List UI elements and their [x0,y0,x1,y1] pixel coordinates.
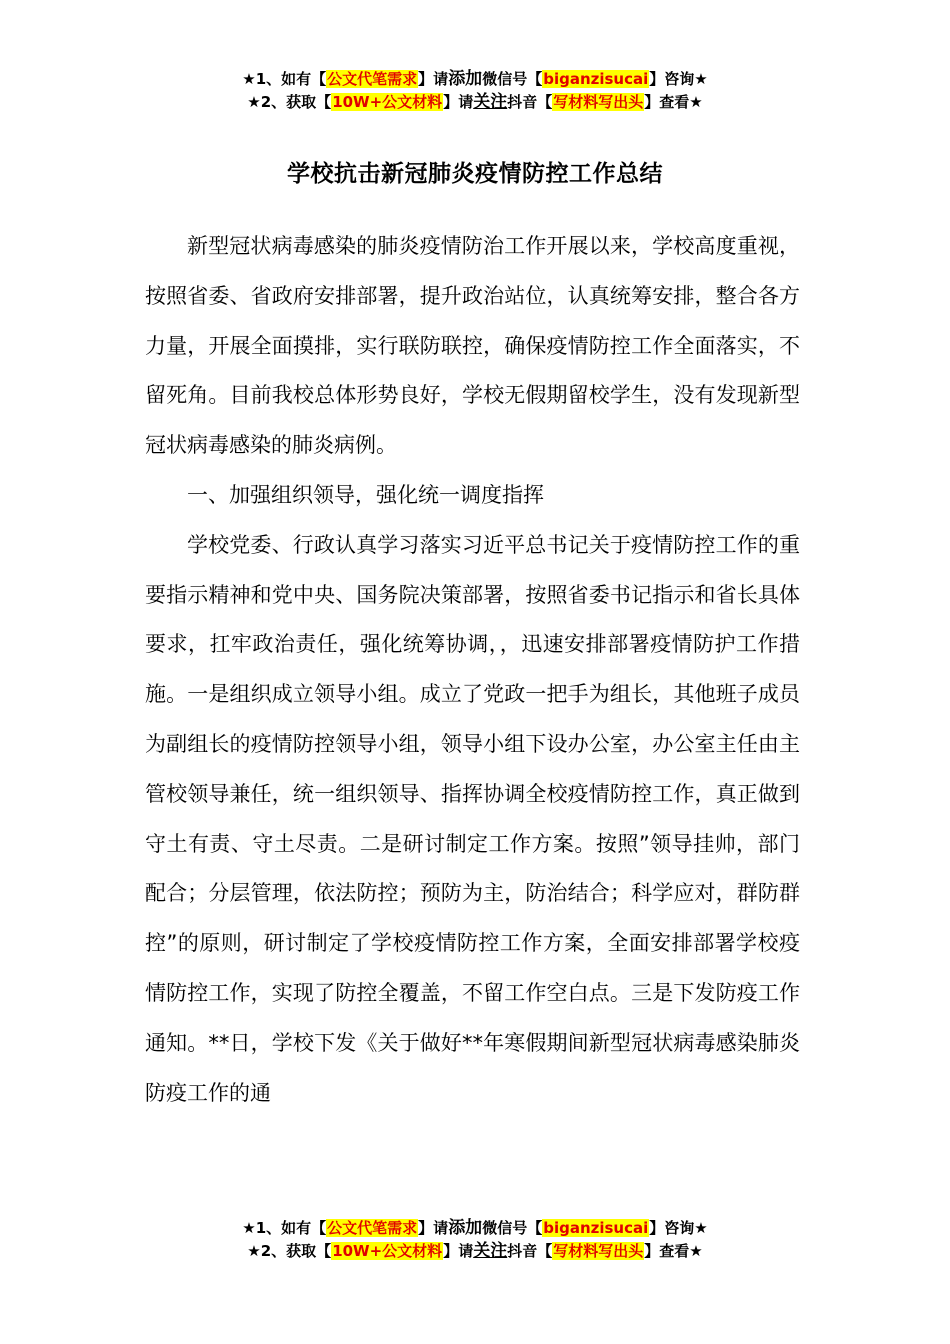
banner-line-2 [0,91,950,114]
banner-line-1 [0,68,950,91]
banner-text: 抖音【 [507,93,553,111]
section-heading: 一、加强组织领导，强化统一调度指挥 [187,482,544,507]
banner-text: 】查看★ [644,93,703,111]
banner-text: 】咨询★ [649,1219,708,1237]
banner-text: ★1、如有【 [242,1219,327,1237]
banner-text: 】请 [443,1242,474,1260]
banner-emphasis: 添加 [448,1218,483,1238]
banner-text: 微信号【 [482,1219,543,1237]
document-title: 学校抗击新冠肺炎疫情防控工作总结 [287,161,663,187]
banner-highlight: 10W+公文材料 [332,93,443,111]
banner-highlight-wechat: biganzisucai [543,1219,649,1237]
banner-text: 微信号【 [482,70,543,88]
document-body [145,222,800,1118]
banner-text: ★2、获取【 [247,1242,332,1260]
banner-text: 】请 [418,1219,449,1237]
banner-text: 】请 [418,70,449,88]
banner-highlight: 公文代笔需求 [327,70,418,88]
banner-highlight: 10W+公文材料 [332,1242,443,1260]
banner-emphasis: 添加 [448,69,483,89]
banner-emphasis: 关注 [473,92,508,112]
banner-text: 抖音【 [507,1242,553,1260]
banner-text: ★1、如有【 [242,70,327,88]
banner-text: ★2、获取【 [247,93,332,111]
banner-highlight: 公文代笔需求 [327,1219,418,1237]
banner-highlight-douyin: 写材料写出头 [553,93,644,111]
banner-text: 】咨询★ [649,70,708,88]
banner-highlight-douyin: 写材料写出头 [553,1242,644,1260]
paragraph-section-1: 学校党委、行政认真学习落实习近平总书记关于疫情防控工作的重要指示精神和党中央、国务院决策部署，按照省委书记指示和省长具体要求，扛牢政治责任，强化统筹协调，，迅速安排部署疫情防护工作措施。一是组织成立领导小组。成立了党政一把手为组长，其他班子成员为副组长的疫情防控领导小组，领导小组下设办公室，办公室主任由主管校领导兼任，统一组织领导、指挥协调全校疫情防控工作，真正做到守土有责、守土尽责。二是研讨制定工作方案。按照”领导挂帅，部门配合；分层管理，依法防控；预防为主，防治结合；科学应对，群防群控”的原则，研讨制定了学校疫情防控工作方案，全面安排部署学校疫情防控工作，实现了防控全覆盖，不留工作空白点。三是下发防疫工作通知。**日，学校下发《关于做好**年寒假期间新型冠状病毒感染肺炎防疫工作的通 [145,532,800,1105]
paragraph-intro: 新型冠状病毒感染的肺炎疫情防治工作开展以来，学校高度重视，按照省委、省政府安排部署，提升政治站位，认真统筹安排，整合各方力量，开展全面摸排，实行联防联控，确保疫情防控工作全面落实，不留死角。目前我校总体形势良好，学校无假期留校学生，没有发现新型冠状病毒感染的肺炎病例。 [145,234,800,458]
banner-text: 】请 [443,93,474,111]
banner-line-2 [0,1240,950,1263]
banner-emphasis: 关注 [473,1241,508,1261]
banner-text: 】查看★ [644,1242,703,1260]
footer-banner [0,1217,950,1263]
header-banner [0,68,950,114]
banner-line-1 [0,1217,950,1240]
banner-highlight-wechat: biganzisucai [543,70,649,88]
